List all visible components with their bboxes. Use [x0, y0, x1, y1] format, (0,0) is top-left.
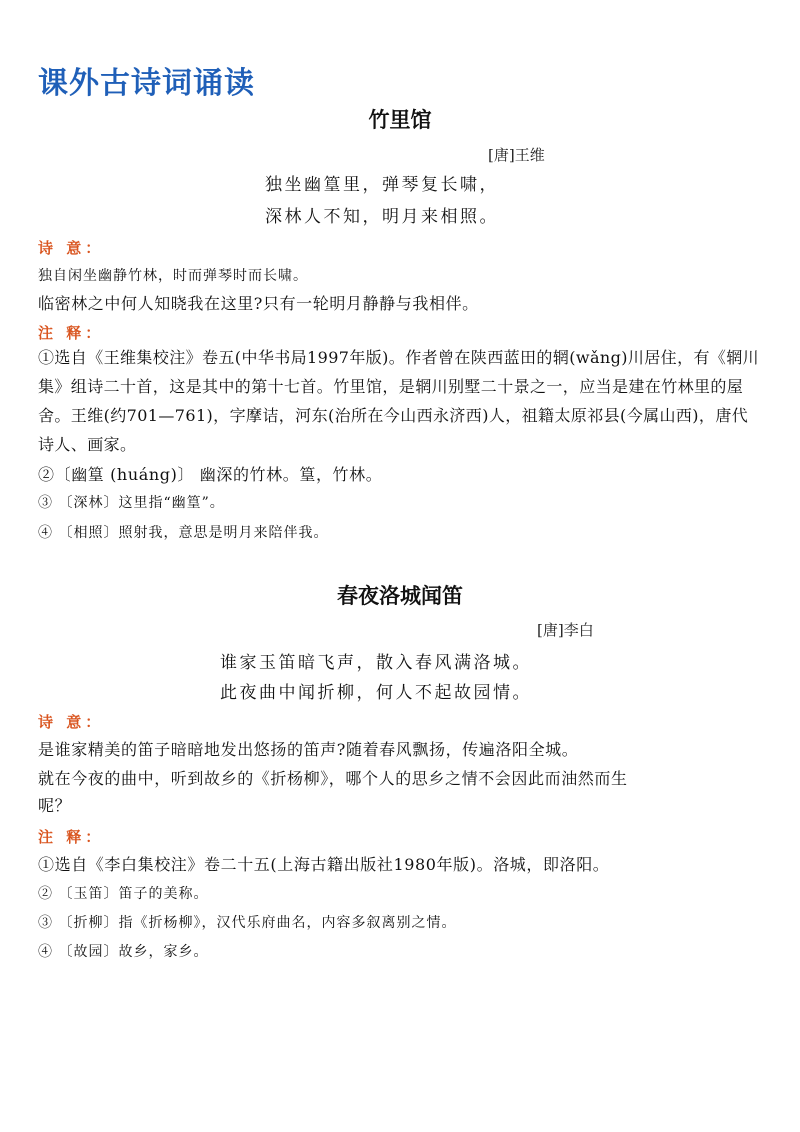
poem1-note-3: ③ 〔深林〕这里指“幽篁”。 — [38, 495, 225, 511]
poem2-meaning-line-2: 就在今夜的曲中，听到故乡的《折杨柳》，哪个人的思乡之情不会因此而油然而生 — [38, 769, 628, 788]
poem1-note-1: ①选自《王维集校注》卷五(中华书局1997年版)。作者曾在陕西蓝田的辋(wǎng)川居住，有《辋川集》组诗二十首，这是其中的第十七首。竹里馆，是辋川别墅二十景之一，应当是建在竹林里的屋舍。王维(约701—761)，字摩诘，河东(治所在今山西永济西)人，祖籍太原祁县(今属山西)，唐代诗人、画家。 — [38, 348, 760, 454]
poem2-meaning-line-1: 是谁家精美的笛子暗暗地发出悠扬的笛声?随着春风飘扬，传遍洛阳全城。 — [38, 740, 579, 759]
poem1-note-2: ②〔幽篁 (huáng)〕 幽深的竹林。篁，竹林。 — [38, 465, 383, 484]
poem1-verse-1: 独坐幽篁里，弹琴复长啸， — [265, 175, 499, 195]
poem2-note-3: ③ 〔折柳〕指《折杨柳》，汉代乐府曲名，内容多叙离别之情。 — [38, 915, 457, 931]
poem1-notes-label: 注 释： — [38, 324, 105, 342]
poem1-note-4: ④ 〔相照〕照射我，意思是明月来陪伴我。 — [38, 525, 329, 541]
poem2-meaning-line-3: 呢？ — [38, 796, 72, 815]
poem2-note-1: ①选自《李白集校注》卷二十五(上海古籍出版社1980年版)。洛城，即洛阳。 — [38, 855, 610, 874]
poem2-title: 春夜洛城闻笛 — [337, 584, 463, 608]
page-title: 课外古诗词诵读 — [38, 66, 255, 101]
poem1-meaning-label: 诗 意： — [38, 239, 105, 257]
poem1-verse-2: 深林人不知，明月来相照。 — [265, 207, 499, 227]
poem2-verse-2: 此夜曲中闻折柳，何人不起故园情。 — [220, 683, 532, 703]
poem1-title: 竹里馆 — [368, 108, 432, 132]
poem1-meaning-line-1: 独自闲坐幽静竹林，时而弹琴时而长啸。 — [38, 268, 308, 284]
poem2-author: [唐]李白 — [537, 621, 594, 639]
poem1-meaning-line-2: 临密林之中何人知晓我在这里?只有一轮明月静静与我相伴。 — [38, 294, 479, 313]
poem1-author: [唐]王维 — [488, 146, 545, 164]
poem2-note-2: ② 〔玉笛〕笛子的美称。 — [38, 886, 209, 902]
poem2-verse-1: 谁家玉笛暗飞声，散入春风满洛城。 — [220, 653, 532, 673]
poem2-notes-label: 注 释： — [38, 828, 105, 846]
poem2-meaning-label: 诗 意： — [38, 713, 105, 731]
poem2-note-4: ④ 〔故园〕故乡，家乡。 — [38, 944, 209, 960]
